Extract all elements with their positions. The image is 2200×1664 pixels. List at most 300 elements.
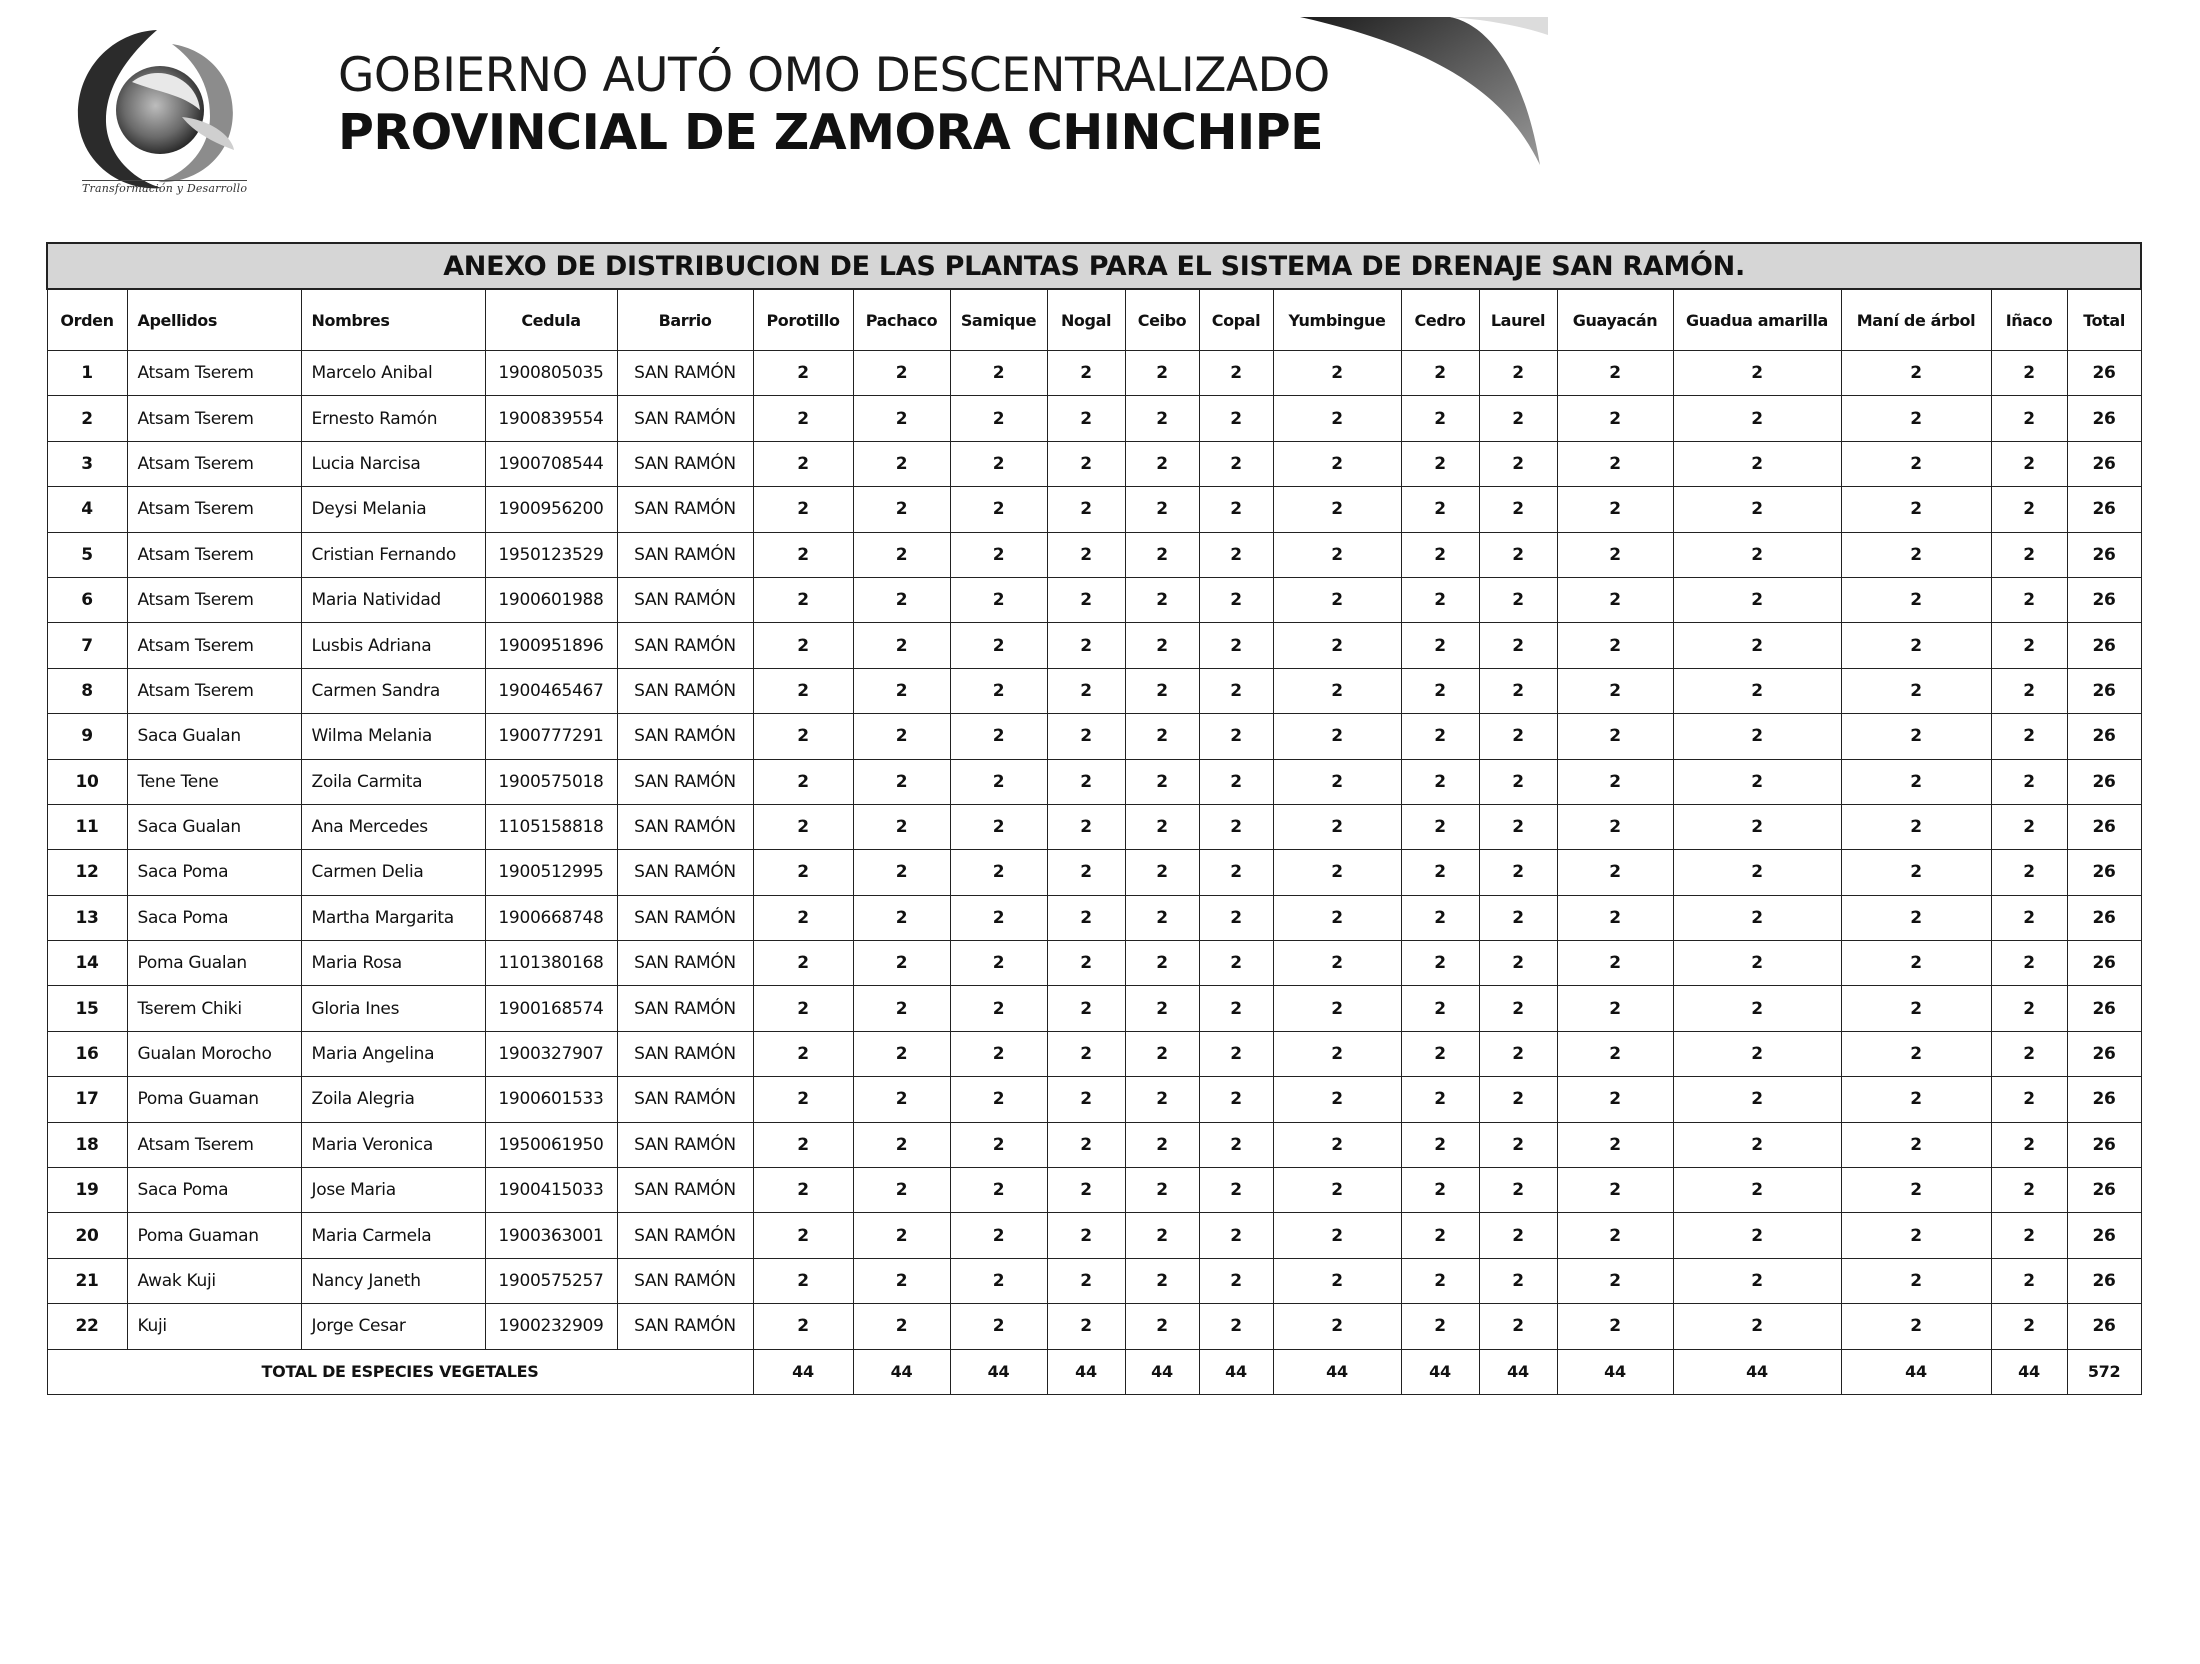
cell-cedula: 1900708544: [485, 441, 617, 486]
cell-porotillo: 2: [753, 941, 853, 986]
total-yumbingue: 44: [1273, 1349, 1401, 1394]
cell-pachaco: 2: [853, 1122, 950, 1167]
cell-orden: 7: [47, 623, 127, 668]
cell-cedro: 2: [1401, 1213, 1479, 1258]
cell-laurel: 2: [1479, 1077, 1557, 1122]
cell-apellidos: Saca Gualan: [127, 804, 301, 849]
total-inaco: 44: [1991, 1349, 2067, 1394]
cell-apellidos: Saca Poma: [127, 850, 301, 895]
cell-total: 26: [2067, 577, 2141, 622]
cell-mani: 2: [1841, 623, 1991, 668]
cell-nogal: 2: [1047, 1031, 1125, 1076]
cell-mani: 2: [1841, 804, 1991, 849]
table-row: [47, 668, 2141, 713]
cell-nogal: 2: [1047, 1258, 1125, 1303]
cell-copal: 2: [1199, 941, 1273, 986]
cell-mani: 2: [1841, 850, 1991, 895]
institution-title-line2: PROVINCIAL DE ZAMORA CHINCHIPE: [338, 104, 1324, 161]
cell-copal: 2: [1199, 1258, 1273, 1303]
cell-porotillo: 2: [753, 1168, 853, 1213]
cell-yumbingue: 2: [1273, 850, 1401, 895]
cell-cedula: 1950061950: [485, 1122, 617, 1167]
cell-nogal: 2: [1047, 1122, 1125, 1167]
cell-total: 26: [2067, 759, 2141, 804]
cell-nogal: 2: [1047, 1304, 1125, 1349]
cell-cedro: 2: [1401, 441, 1479, 486]
col-header-nogal: Nogal: [1047, 289, 1125, 351]
cell-cedula: 1101380168: [485, 941, 617, 986]
cell-cedro: 2: [1401, 1122, 1479, 1167]
cell-laurel: 2: [1479, 668, 1557, 713]
cell-ceibo: 2: [1125, 532, 1199, 577]
cell-orden: 22: [47, 1304, 127, 1349]
cell-total: 26: [2067, 1168, 2141, 1213]
cell-orden: 19: [47, 1168, 127, 1213]
cell-guadua: 2: [1673, 351, 1841, 396]
cell-yumbingue: 2: [1273, 986, 1401, 1031]
cell-inaco: 2: [1991, 1304, 2067, 1349]
cell-porotillo: 2: [753, 623, 853, 668]
table-caption: ANEXO DE DISTRIBUCION DE LAS PLANTAS PARA EL SISTEMA DE DRENAJE SAN RAMÓN.: [47, 243, 2141, 289]
cell-ceibo: 2: [1125, 714, 1199, 759]
cell-porotillo: 2: [753, 441, 853, 486]
cell-barrio: SAN RAMÓN: [617, 1258, 753, 1303]
cell-mani: 2: [1841, 668, 1991, 713]
cell-nogal: 2: [1047, 396, 1125, 441]
cell-mani: 2: [1841, 351, 1991, 396]
cell-mani: 2: [1841, 1258, 1991, 1303]
cell-total: 26: [2067, 1122, 2141, 1167]
cell-yumbingue: 2: [1273, 623, 1401, 668]
cell-porotillo: 2: [753, 1077, 853, 1122]
cell-mani: 2: [1841, 1031, 1991, 1076]
cell-cedro: 2: [1401, 668, 1479, 713]
cell-ceibo: 2: [1125, 668, 1199, 713]
cell-barrio: SAN RAMÓN: [617, 986, 753, 1031]
cell-guadua: 2: [1673, 986, 1841, 1031]
table-row: [47, 623, 2141, 668]
cell-pachaco: 2: [853, 1031, 950, 1076]
cell-inaco: 2: [1991, 1168, 2067, 1213]
cell-nombres: Cristian Fernando: [301, 532, 485, 577]
cell-cedro: 2: [1401, 759, 1479, 804]
cell-barrio: SAN RAMÓN: [617, 441, 753, 486]
cell-nogal: 2: [1047, 986, 1125, 1031]
cell-total: 26: [2067, 1304, 2141, 1349]
cell-laurel: 2: [1479, 941, 1557, 986]
cell-barrio: SAN RAMÓN: [617, 1213, 753, 1258]
cell-porotillo: 2: [753, 759, 853, 804]
cell-barrio: SAN RAMÓN: [617, 668, 753, 713]
cell-mani: 2: [1841, 941, 1991, 986]
cell-apellidos: Poma Guaman: [127, 1077, 301, 1122]
cell-porotillo: 2: [753, 487, 853, 532]
cell-cedula: 1900956200: [485, 487, 617, 532]
total-grand: 572: [2067, 1349, 2141, 1394]
cell-guadua: 2: [1673, 487, 1841, 532]
cell-cedro: 2: [1401, 532, 1479, 577]
cell-cedula: 1900777291: [485, 714, 617, 759]
cell-total: 26: [2067, 895, 2141, 940]
cell-orden: 1: [47, 351, 127, 396]
cell-samique: 2: [950, 759, 1047, 804]
cell-cedro: 2: [1401, 850, 1479, 895]
cell-porotillo: 2: [753, 1031, 853, 1076]
cell-orden: 10: [47, 759, 127, 804]
cell-copal: 2: [1199, 532, 1273, 577]
cell-barrio: SAN RAMÓN: [617, 1304, 753, 1349]
cell-mani: 2: [1841, 1304, 1991, 1349]
cell-ceibo: 2: [1125, 986, 1199, 1031]
cell-copal: 2: [1199, 714, 1273, 759]
cell-nogal: 2: [1047, 351, 1125, 396]
cell-ceibo: 2: [1125, 759, 1199, 804]
cell-nombres: Maria Rosa: [301, 941, 485, 986]
cell-pachaco: 2: [853, 1258, 950, 1303]
cell-nogal: 2: [1047, 577, 1125, 622]
cell-apellidos: Atsam Tserem: [127, 441, 301, 486]
cell-laurel: 2: [1479, 1304, 1557, 1349]
cell-cedro: 2: [1401, 941, 1479, 986]
cell-copal: 2: [1199, 1168, 1273, 1213]
cell-total: 26: [2067, 1213, 2141, 1258]
cell-cedula: 1950123529: [485, 532, 617, 577]
cell-pachaco: 2: [853, 895, 950, 940]
cell-barrio: SAN RAMÓN: [617, 623, 753, 668]
cell-porotillo: 2: [753, 668, 853, 713]
cell-orden: 13: [47, 895, 127, 940]
cell-samique: 2: [950, 577, 1047, 622]
cell-copal: 2: [1199, 759, 1273, 804]
total-samique: 44: [950, 1349, 1047, 1394]
cell-samique: 2: [950, 532, 1047, 577]
cell-laurel: 2: [1479, 759, 1557, 804]
cell-guadua: 2: [1673, 441, 1841, 486]
cell-pachaco: 2: [853, 623, 950, 668]
cell-yumbingue: 2: [1273, 396, 1401, 441]
cell-cedula: 1900363001: [485, 1213, 617, 1258]
cell-mani: 2: [1841, 1077, 1991, 1122]
cell-total: 26: [2067, 1258, 2141, 1303]
cell-yumbingue: 2: [1273, 577, 1401, 622]
cell-guayacan: 2: [1557, 577, 1673, 622]
cell-inaco: 2: [1991, 351, 2067, 396]
col-header-cedula: Cedula: [485, 289, 617, 351]
cell-nogal: 2: [1047, 850, 1125, 895]
cell-ceibo: 2: [1125, 895, 1199, 940]
cell-samique: 2: [950, 1213, 1047, 1258]
cell-inaco: 2: [1991, 1122, 2067, 1167]
cell-nogal: 2: [1047, 623, 1125, 668]
total-nogal: 44: [1047, 1349, 1125, 1394]
cell-mani: 2: [1841, 1122, 1991, 1167]
cell-cedro: 2: [1401, 1258, 1479, 1303]
cell-total: 26: [2067, 986, 2141, 1031]
cell-samique: 2: [950, 850, 1047, 895]
plant-distribution-table: [46, 242, 2142, 1395]
cell-nombres: Ana Mercedes: [301, 804, 485, 849]
cell-cedula: 1105158818: [485, 804, 617, 849]
cell-porotillo: 2: [753, 804, 853, 849]
cell-guayacan: 2: [1557, 396, 1673, 441]
cell-copal: 2: [1199, 1077, 1273, 1122]
cell-total: 26: [2067, 441, 2141, 486]
cell-cedro: 2: [1401, 714, 1479, 759]
cell-guayacan: 2: [1557, 1213, 1673, 1258]
cell-orden: 3: [47, 441, 127, 486]
cell-yumbingue: 2: [1273, 1304, 1401, 1349]
table-row: [47, 1077, 2141, 1122]
table-body: [47, 351, 2141, 1350]
cell-yumbingue: 2: [1273, 1031, 1401, 1076]
cell-pachaco: 2: [853, 941, 950, 986]
cell-laurel: 2: [1479, 1031, 1557, 1076]
cell-laurel: 2: [1479, 396, 1557, 441]
table-row: [47, 1031, 2141, 1076]
cell-copal: 2: [1199, 1122, 1273, 1167]
table-row: [47, 714, 2141, 759]
cell-guadua: 2: [1673, 1258, 1841, 1303]
cell-pachaco: 2: [853, 986, 950, 1031]
cell-guayacan: 2: [1557, 895, 1673, 940]
cell-yumbingue: 2: [1273, 1077, 1401, 1122]
cell-nogal: 2: [1047, 487, 1125, 532]
cell-guadua: 2: [1673, 1077, 1841, 1122]
cell-guayacan: 2: [1557, 850, 1673, 895]
total-copal: 44: [1199, 1349, 1273, 1394]
cell-orden: 12: [47, 850, 127, 895]
cell-nombres: Maria Veronica: [301, 1122, 485, 1167]
annex-table-container: [46, 242, 2140, 1395]
institution-logo: [62, 22, 252, 197]
cell-nombres: Jose Maria: [301, 1168, 485, 1213]
table-row: [47, 941, 2141, 986]
total-ceibo: 44: [1125, 1349, 1199, 1394]
cell-total: 26: [2067, 804, 2141, 849]
cell-guadua: 2: [1673, 532, 1841, 577]
cell-laurel: 2: [1479, 532, 1557, 577]
cell-nombres: Marcelo Anibal: [301, 351, 485, 396]
cell-guadua: 2: [1673, 1168, 1841, 1213]
table-row: [47, 396, 2141, 441]
cell-cedula: 1900601533: [485, 1077, 617, 1122]
cell-yumbingue: 2: [1273, 1122, 1401, 1167]
cell-porotillo: 2: [753, 532, 853, 577]
cell-cedro: 2: [1401, 1031, 1479, 1076]
cell-guadua: 2: [1673, 623, 1841, 668]
cell-cedula: 1900512995: [485, 850, 617, 895]
cell-copal: 2: [1199, 623, 1273, 668]
cell-cedro: 2: [1401, 1304, 1479, 1349]
cell-samique: 2: [950, 1258, 1047, 1303]
cell-nombres: Lucia Narcisa: [301, 441, 485, 486]
cell-laurel: 2: [1479, 1122, 1557, 1167]
cell-ceibo: 2: [1125, 351, 1199, 396]
cell-inaco: 2: [1991, 895, 2067, 940]
cell-nombres: Nancy Janeth: [301, 1258, 485, 1303]
cell-nogal: 2: [1047, 441, 1125, 486]
cell-pachaco: 2: [853, 668, 950, 713]
cell-inaco: 2: [1991, 487, 2067, 532]
cell-apellidos: Gualan Morocho: [127, 1031, 301, 1076]
cell-cedula: 1900575018: [485, 759, 617, 804]
cell-inaco: 2: [1991, 668, 2067, 713]
document-header: [0, 0, 2200, 210]
cell-pachaco: 2: [853, 351, 950, 396]
col-header-pachaco: Pachaco: [853, 289, 950, 351]
cell-guayacan: 2: [1557, 804, 1673, 849]
cell-apellidos: Saca Poma: [127, 895, 301, 940]
cell-total: 26: [2067, 396, 2141, 441]
totals-label: TOTAL DE ESPECIES VEGETALES: [47, 1349, 753, 1394]
cell-guayacan: 2: [1557, 623, 1673, 668]
cell-yumbingue: 2: [1273, 804, 1401, 849]
cell-ceibo: 2: [1125, 441, 1199, 486]
cell-laurel: 2: [1479, 986, 1557, 1031]
cell-nogal: 2: [1047, 895, 1125, 940]
cell-barrio: SAN RAMÓN: [617, 759, 753, 804]
col-header-orden: Orden: [47, 289, 127, 351]
cell-pachaco: 2: [853, 1213, 950, 1258]
cell-nogal: 2: [1047, 532, 1125, 577]
table-row: [47, 1168, 2141, 1213]
cell-mani: 2: [1841, 714, 1991, 759]
cell-porotillo: 2: [753, 1304, 853, 1349]
col-header-laurel: Laurel: [1479, 289, 1557, 351]
cell-inaco: 2: [1991, 441, 2067, 486]
cell-copal: 2: [1199, 351, 1273, 396]
cell-orden: 4: [47, 487, 127, 532]
cell-cedula: 1900601988: [485, 577, 617, 622]
cell-laurel: 2: [1479, 1168, 1557, 1213]
cell-apellidos: Poma Gualan: [127, 941, 301, 986]
cell-orden: 5: [47, 532, 127, 577]
cell-guayacan: 2: [1557, 1304, 1673, 1349]
total-mani: 44: [1841, 1349, 1991, 1394]
cell-pachaco: 2: [853, 1304, 950, 1349]
total-pachaco: 44: [853, 1349, 950, 1394]
cell-mani: 2: [1841, 1213, 1991, 1258]
cell-total: 26: [2067, 623, 2141, 668]
cell-guayacan: 2: [1557, 714, 1673, 759]
table-header-row: [47, 289, 2141, 351]
cell-orden: 14: [47, 941, 127, 986]
cell-nogal: 2: [1047, 1168, 1125, 1213]
cell-copal: 2: [1199, 804, 1273, 849]
cell-barrio: SAN RAMÓN: [617, 941, 753, 986]
cell-nogal: 2: [1047, 759, 1125, 804]
cell-apellidos: Atsam Tserem: [127, 668, 301, 713]
cell-orden: 16: [47, 1031, 127, 1076]
cell-total: 26: [2067, 487, 2141, 532]
cell-guayacan: 2: [1557, 1258, 1673, 1303]
cell-cedro: 2: [1401, 351, 1479, 396]
cell-nombres: Gloria Ines: [301, 986, 485, 1031]
cell-guadua: 2: [1673, 714, 1841, 759]
cell-copal: 2: [1199, 986, 1273, 1031]
cell-cedula: 1900327907: [485, 1031, 617, 1076]
cell-cedro: 2: [1401, 895, 1479, 940]
cell-cedula: 1900575257: [485, 1258, 617, 1303]
cell-barrio: SAN RAMÓN: [617, 714, 753, 759]
col-header-guayacan: Guayacán: [1557, 289, 1673, 351]
logo-tagline: Transformación y Desarrollo: [82, 182, 248, 195]
cell-ceibo: 2: [1125, 1077, 1199, 1122]
cell-copal: 2: [1199, 668, 1273, 713]
cell-apellidos: Tene Tene: [127, 759, 301, 804]
cell-barrio: SAN RAMÓN: [617, 1077, 753, 1122]
cell-nogal: 2: [1047, 668, 1125, 713]
table-row: [47, 895, 2141, 940]
cell-orden: 18: [47, 1122, 127, 1167]
cell-barrio: SAN RAMÓN: [617, 351, 753, 396]
cell-yumbingue: 2: [1273, 668, 1401, 713]
cell-yumbingue: 2: [1273, 487, 1401, 532]
cell-samique: 2: [950, 623, 1047, 668]
cell-cedula: 1900465467: [485, 668, 617, 713]
cell-inaco: 2: [1991, 1031, 2067, 1076]
cell-nombres: Lusbis Adriana: [301, 623, 485, 668]
cell-total: 26: [2067, 668, 2141, 713]
cell-pachaco: 2: [853, 804, 950, 849]
cell-nombres: Carmen Delia: [301, 850, 485, 895]
cell-inaco: 2: [1991, 1213, 2067, 1258]
cell-nombres: Carmen Sandra: [301, 668, 485, 713]
cell-guadua: 2: [1673, 577, 1841, 622]
cell-apellidos: Atsam Tserem: [127, 487, 301, 532]
cell-ceibo: 2: [1125, 396, 1199, 441]
table-row: [47, 441, 2141, 486]
cell-yumbingue: 2: [1273, 714, 1401, 759]
cell-nombres: Maria Natividad: [301, 577, 485, 622]
cell-cedula: 1900232909: [485, 1304, 617, 1349]
cell-nombres: Ernesto Ramón: [301, 396, 485, 441]
cell-ceibo: 2: [1125, 1168, 1199, 1213]
cell-mani: 2: [1841, 577, 1991, 622]
totals-row: [47, 1349, 2141, 1394]
col-header-porotillo: Porotillo: [753, 289, 853, 351]
table-row: [47, 850, 2141, 895]
table-row: [47, 487, 2141, 532]
cell-orden: 21: [47, 1258, 127, 1303]
cell-samique: 2: [950, 1304, 1047, 1349]
cell-samique: 2: [950, 351, 1047, 396]
cell-nogal: 2: [1047, 1213, 1125, 1258]
cell-total: 26: [2067, 532, 2141, 577]
cell-cedro: 2: [1401, 396, 1479, 441]
cell-mani: 2: [1841, 759, 1991, 804]
cell-copal: 2: [1199, 895, 1273, 940]
cell-samique: 2: [950, 668, 1047, 713]
col-header-inaco: Iñaco: [1991, 289, 2067, 351]
cell-cedro: 2: [1401, 1168, 1479, 1213]
cell-pachaco: 2: [853, 532, 950, 577]
cell-yumbingue: 2: [1273, 532, 1401, 577]
cell-pachaco: 2: [853, 714, 950, 759]
cell-yumbingue: 2: [1273, 941, 1401, 986]
cell-inaco: 2: [1991, 577, 2067, 622]
cell-guayacan: 2: [1557, 1077, 1673, 1122]
col-header-total: Total: [2067, 289, 2141, 351]
cell-pachaco: 2: [853, 1168, 950, 1213]
cell-cedro: 2: [1401, 487, 1479, 532]
total-cedro: 44: [1401, 1349, 1479, 1394]
table-row: [47, 759, 2141, 804]
cell-orden: 15: [47, 986, 127, 1031]
cell-nogal: 2: [1047, 1077, 1125, 1122]
cell-guadua: 2: [1673, 1122, 1841, 1167]
cell-porotillo: 2: [753, 351, 853, 396]
